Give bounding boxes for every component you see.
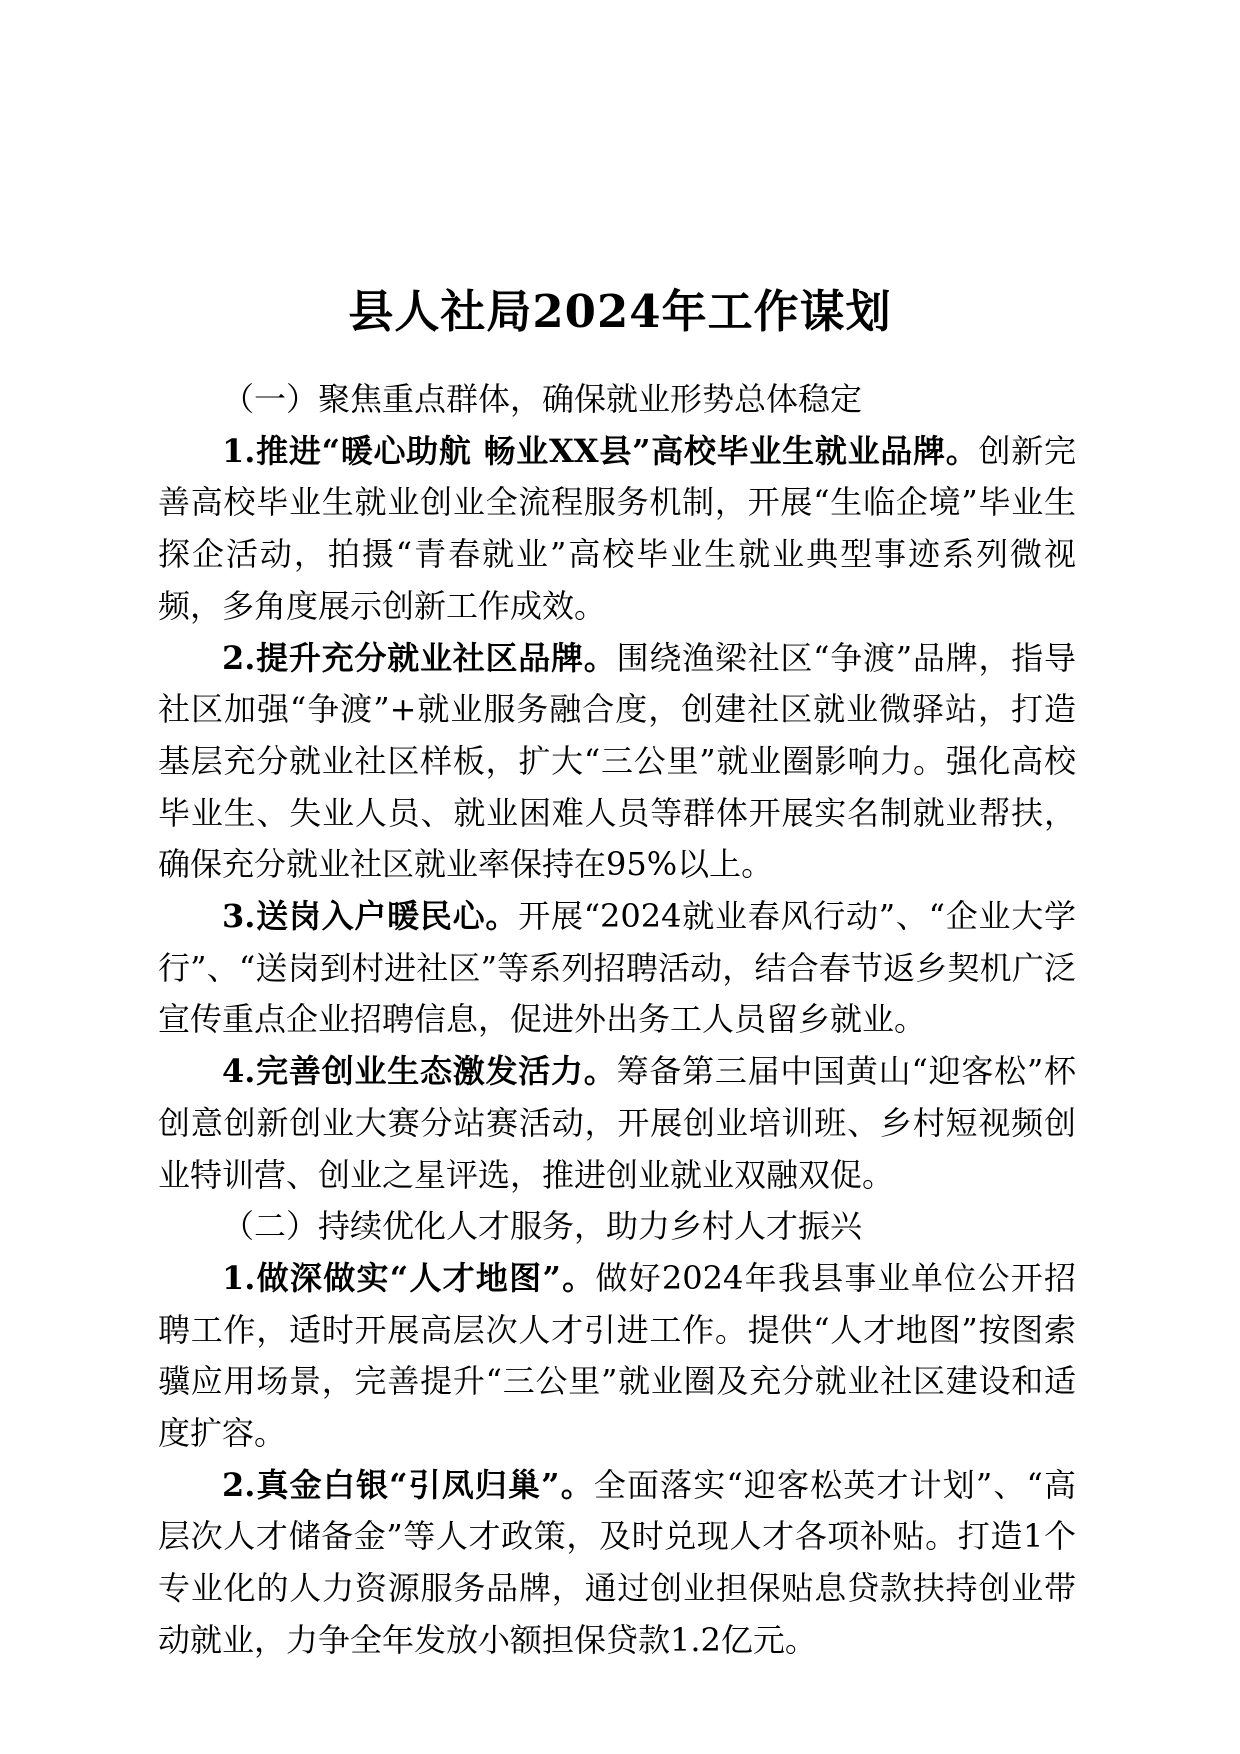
item-lead: 3.送岗入户暖民心。 xyxy=(222,897,519,936)
section-heading-2: （二）持续优化人才服务，助力乡村人才振兴 xyxy=(222,1207,863,1246)
document-body xyxy=(158,374,1076,1667)
item-text: 全面落实“迎客松英才计划”、“高层次人才储备金”等人才政策，及时兑现人才各项补贴。打造1个专业化的人力资源服务品牌，通过创业担保贴息贷款扶持创业带动就业，力争全年发放小额担保贷款1.2亿元。 xyxy=(158,1465,1076,1659)
item-lead: 1.做深做实“人才地图”。 xyxy=(222,1258,596,1297)
item-lead: 4.完善创业生态激发活力。 xyxy=(222,1052,617,1091)
document-title: 县人社局2024年工作谋划 xyxy=(348,285,892,339)
section-1-item-1 xyxy=(158,426,1076,633)
item-text: 做好2024年我县事业单位公开招聘工作，适时开展高层次人才引进工作。提供“人才地图”按图索骥应用场景，完善提升“三公里”就业圈及充分就业社区建设和适度扩容。 xyxy=(158,1258,1076,1453)
item-lead: 2.真金白银“引凤归巢”。 xyxy=(222,1465,594,1504)
item-lead: 2.提升充分就业社区品牌。 xyxy=(222,638,617,677)
section-1-item-4 xyxy=(158,1046,1076,1201)
section-heading-1: （一）聚焦重点群体，确保就业形势总体稳定 xyxy=(222,380,863,418)
section-2-item-1 xyxy=(158,1253,1076,1460)
item-text: 围绕渔梁社区“争渡”品牌，指导社区加强“争渡”+就业服务融合度，创建社区就业微驿站，打造基层充分就业社区样板，扩大“三公里”就业圈影响力。强化高校毕业生、失业人员、就业困难人员等群体开展实名制就业帮扶，确保充分就业社区就业率保持在95%以上。 xyxy=(158,638,1076,884)
section-2-item-2 xyxy=(158,1460,1076,1667)
item-text: 筹备第三届中国黄山“迎客松”杯创意创新创业大赛分站赛活动，开展创业培训班、乡村短视频创业特训营、创业之星评选，推进创业就业双融双促。 xyxy=(158,1052,1076,1194)
item-text: 创新完善高校毕业生就业创业全流程服务机制，开展“生临企境”毕业生探企活动，拍摄“青春就业”高校毕业生就业典型事迹系列微视频，多角度展示创新工作成效。 xyxy=(158,431,1076,625)
item-lead: 1.推进“暖心助航 畅业XX县”高校毕业生就业品牌。 xyxy=(222,431,979,470)
section-1-item-2 xyxy=(158,633,1076,892)
section-1-item-3 xyxy=(158,891,1076,1046)
item-text: 开展“2024就业春风行动”、“企业大学行”、“送岗到村进社区”等系列招聘活动，结合春节返乡契机广泛宣传重点企业招聘信息，促进外出务工人员留乡就业。 xyxy=(158,897,1076,1039)
